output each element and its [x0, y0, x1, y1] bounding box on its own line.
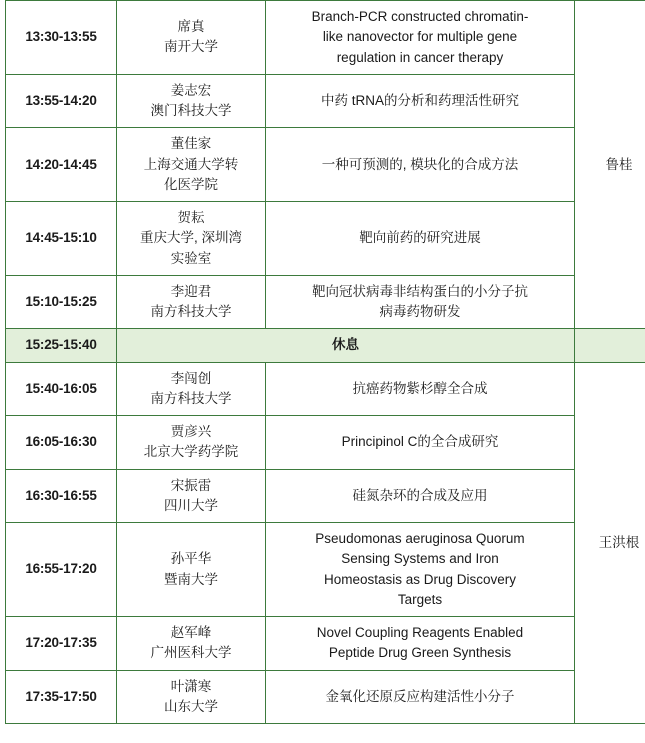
- talk-title-line: Sensing Systems and Iron: [341, 551, 499, 567]
- table-row: [6, 202, 645, 276]
- talk-title-line: Novel Coupling Reagents Enabled: [316, 625, 524, 640]
- talk-title-cell: [266, 202, 575, 276]
- speaker-cell: [117, 469, 266, 523]
- session-chair: 鲁桂: [575, 1, 645, 329]
- talk-title-cell: [266, 469, 575, 523]
- talk-title-cell: [266, 523, 575, 617]
- talk-title-line: Pseudomonas aeruginosa Quorum: [315, 531, 525, 546]
- time-slot: 13:30-13:55: [6, 1, 117, 75]
- table-row: [6, 74, 645, 128]
- speaker-line: 姜志宏: [170, 82, 212, 98]
- talk-title-line: 金氧化还原反应构建活性小分子: [325, 688, 515, 704]
- talk-title-line: 靶向前药的研究进展: [359, 230, 481, 246]
- speaker-line: 上海交通大学转: [143, 156, 239, 172]
- session-chair: 王洪根: [575, 362, 645, 724]
- talk-title-cell: [266, 362, 575, 416]
- table-row: [6, 362, 645, 416]
- speaker-cell: [117, 362, 266, 416]
- speaker-line: 化医学院: [164, 176, 218, 192]
- speaker-cell: [117, 202, 266, 276]
- talk-title-line: Targets: [397, 591, 443, 607]
- speaker-line: 董佳家: [170, 136, 212, 152]
- session-chair: [575, 329, 645, 362]
- talk-title-cell: [266, 128, 575, 202]
- talk-title-line: 抗癌药物紫杉醇全合成: [352, 380, 488, 396]
- time-slot: 15:25-15:40: [6, 329, 117, 362]
- table-row: [6, 523, 645, 617]
- talk-title-cell: [266, 617, 575, 671]
- talk-title-cell: [266, 416, 575, 470]
- talk-title-line: like nanovector for multiple gene: [322, 29, 518, 45]
- table-row: [6, 416, 645, 470]
- speaker-line: 暨南大学: [164, 571, 218, 587]
- speaker-line: 南方科技大学: [150, 390, 232, 406]
- speaker-line: 南开大学: [164, 39, 218, 55]
- speaker-line: 山东大学: [164, 698, 218, 714]
- break-label: 休息: [117, 329, 575, 362]
- talk-title-line: 病毒药物研发: [379, 304, 461, 319]
- speaker-line: 李闯创: [170, 370, 212, 386]
- time-slot: 17:20-17:35: [6, 617, 117, 671]
- talk-title-line: Homeostasis as Drug Discovery: [323, 571, 517, 587]
- table-row: [6, 469, 645, 523]
- speaker-line: 四川大学: [164, 497, 218, 513]
- speaker-line: 席真: [177, 19, 205, 35]
- time-slot: 17:35-17:50: [6, 670, 117, 724]
- talk-title-line: 一种可预测的, 模块化的合成方法: [321, 156, 519, 172]
- talk-title-line: Peptide Drug Green Synthesis: [328, 645, 512, 661]
- speaker-line: 李迎君: [170, 283, 212, 299]
- speaker-cell: [117, 523, 266, 617]
- speaker-line: 叶潇寒: [170, 678, 212, 694]
- speaker-line: 广州医科大学: [150, 645, 232, 661]
- schedule-body: [6, 1, 645, 724]
- time-slot: 16:30-16:55: [6, 469, 117, 523]
- talk-title-cell: [266, 74, 575, 128]
- table-row: [6, 1, 645, 75]
- time-slot: 14:20-14:45: [6, 128, 117, 202]
- speaker-line: 实验室: [170, 250, 212, 266]
- talk-title-cell: [266, 275, 575, 329]
- speaker-cell: [117, 74, 266, 128]
- speaker-line: 南方科技大学: [150, 304, 232, 319]
- time-slot: 13:55-14:20: [6, 74, 117, 128]
- speaker-line: 贾彦兴: [170, 424, 212, 439]
- speaker-line: 北京大学药学院: [143, 444, 239, 460]
- table-row: [6, 128, 645, 202]
- speaker-line: 孙平华: [170, 551, 212, 567]
- talk-title-line: Principinol C的全合成研究: [341, 434, 499, 450]
- table-row: [6, 275, 645, 329]
- speaker-cell: [117, 670, 266, 724]
- conference-schedule-table: [5, 0, 645, 724]
- talk-title-cell: [266, 1, 575, 75]
- talk-title-line: regulation in cancer therapy: [336, 49, 504, 65]
- speaker-line: 澳门科技大学: [150, 103, 232, 118]
- speaker-cell: [117, 617, 266, 671]
- speaker-cell: [117, 1, 266, 75]
- time-slot: 14:45-15:10: [6, 202, 117, 276]
- talk-title-line: 靶向冠状病毒非结构蛋白的小分子抗: [312, 283, 528, 299]
- table-row: [6, 617, 645, 671]
- time-slot: 15:40-16:05: [6, 362, 117, 416]
- talk-title-line: 硅氮杂环的合成及应用: [352, 487, 488, 503]
- time-slot: 15:10-15:25: [6, 275, 117, 329]
- time-slot: 16:05-16:30: [6, 416, 117, 470]
- speaker-line: 宋振雷: [170, 477, 212, 493]
- speaker-cell: [117, 128, 266, 202]
- speaker-cell: [117, 275, 266, 329]
- talk-title-cell: [266, 670, 575, 724]
- time-slot: 16:55-17:20: [6, 523, 117, 617]
- speaker-line: 赵军峰: [170, 625, 212, 640]
- table-row: [6, 670, 645, 724]
- talk-title-line: 中药 tRNA的分析和药理活性研究: [320, 92, 519, 108]
- speaker-line: 贺耘: [177, 210, 205, 225]
- break-row: [6, 329, 645, 362]
- speaker-line: 重庆大学, 深圳湾: [139, 230, 242, 246]
- talk-title-line: Branch-PCR constructed chromatin-: [311, 9, 529, 24]
- speaker-cell: [117, 416, 266, 470]
